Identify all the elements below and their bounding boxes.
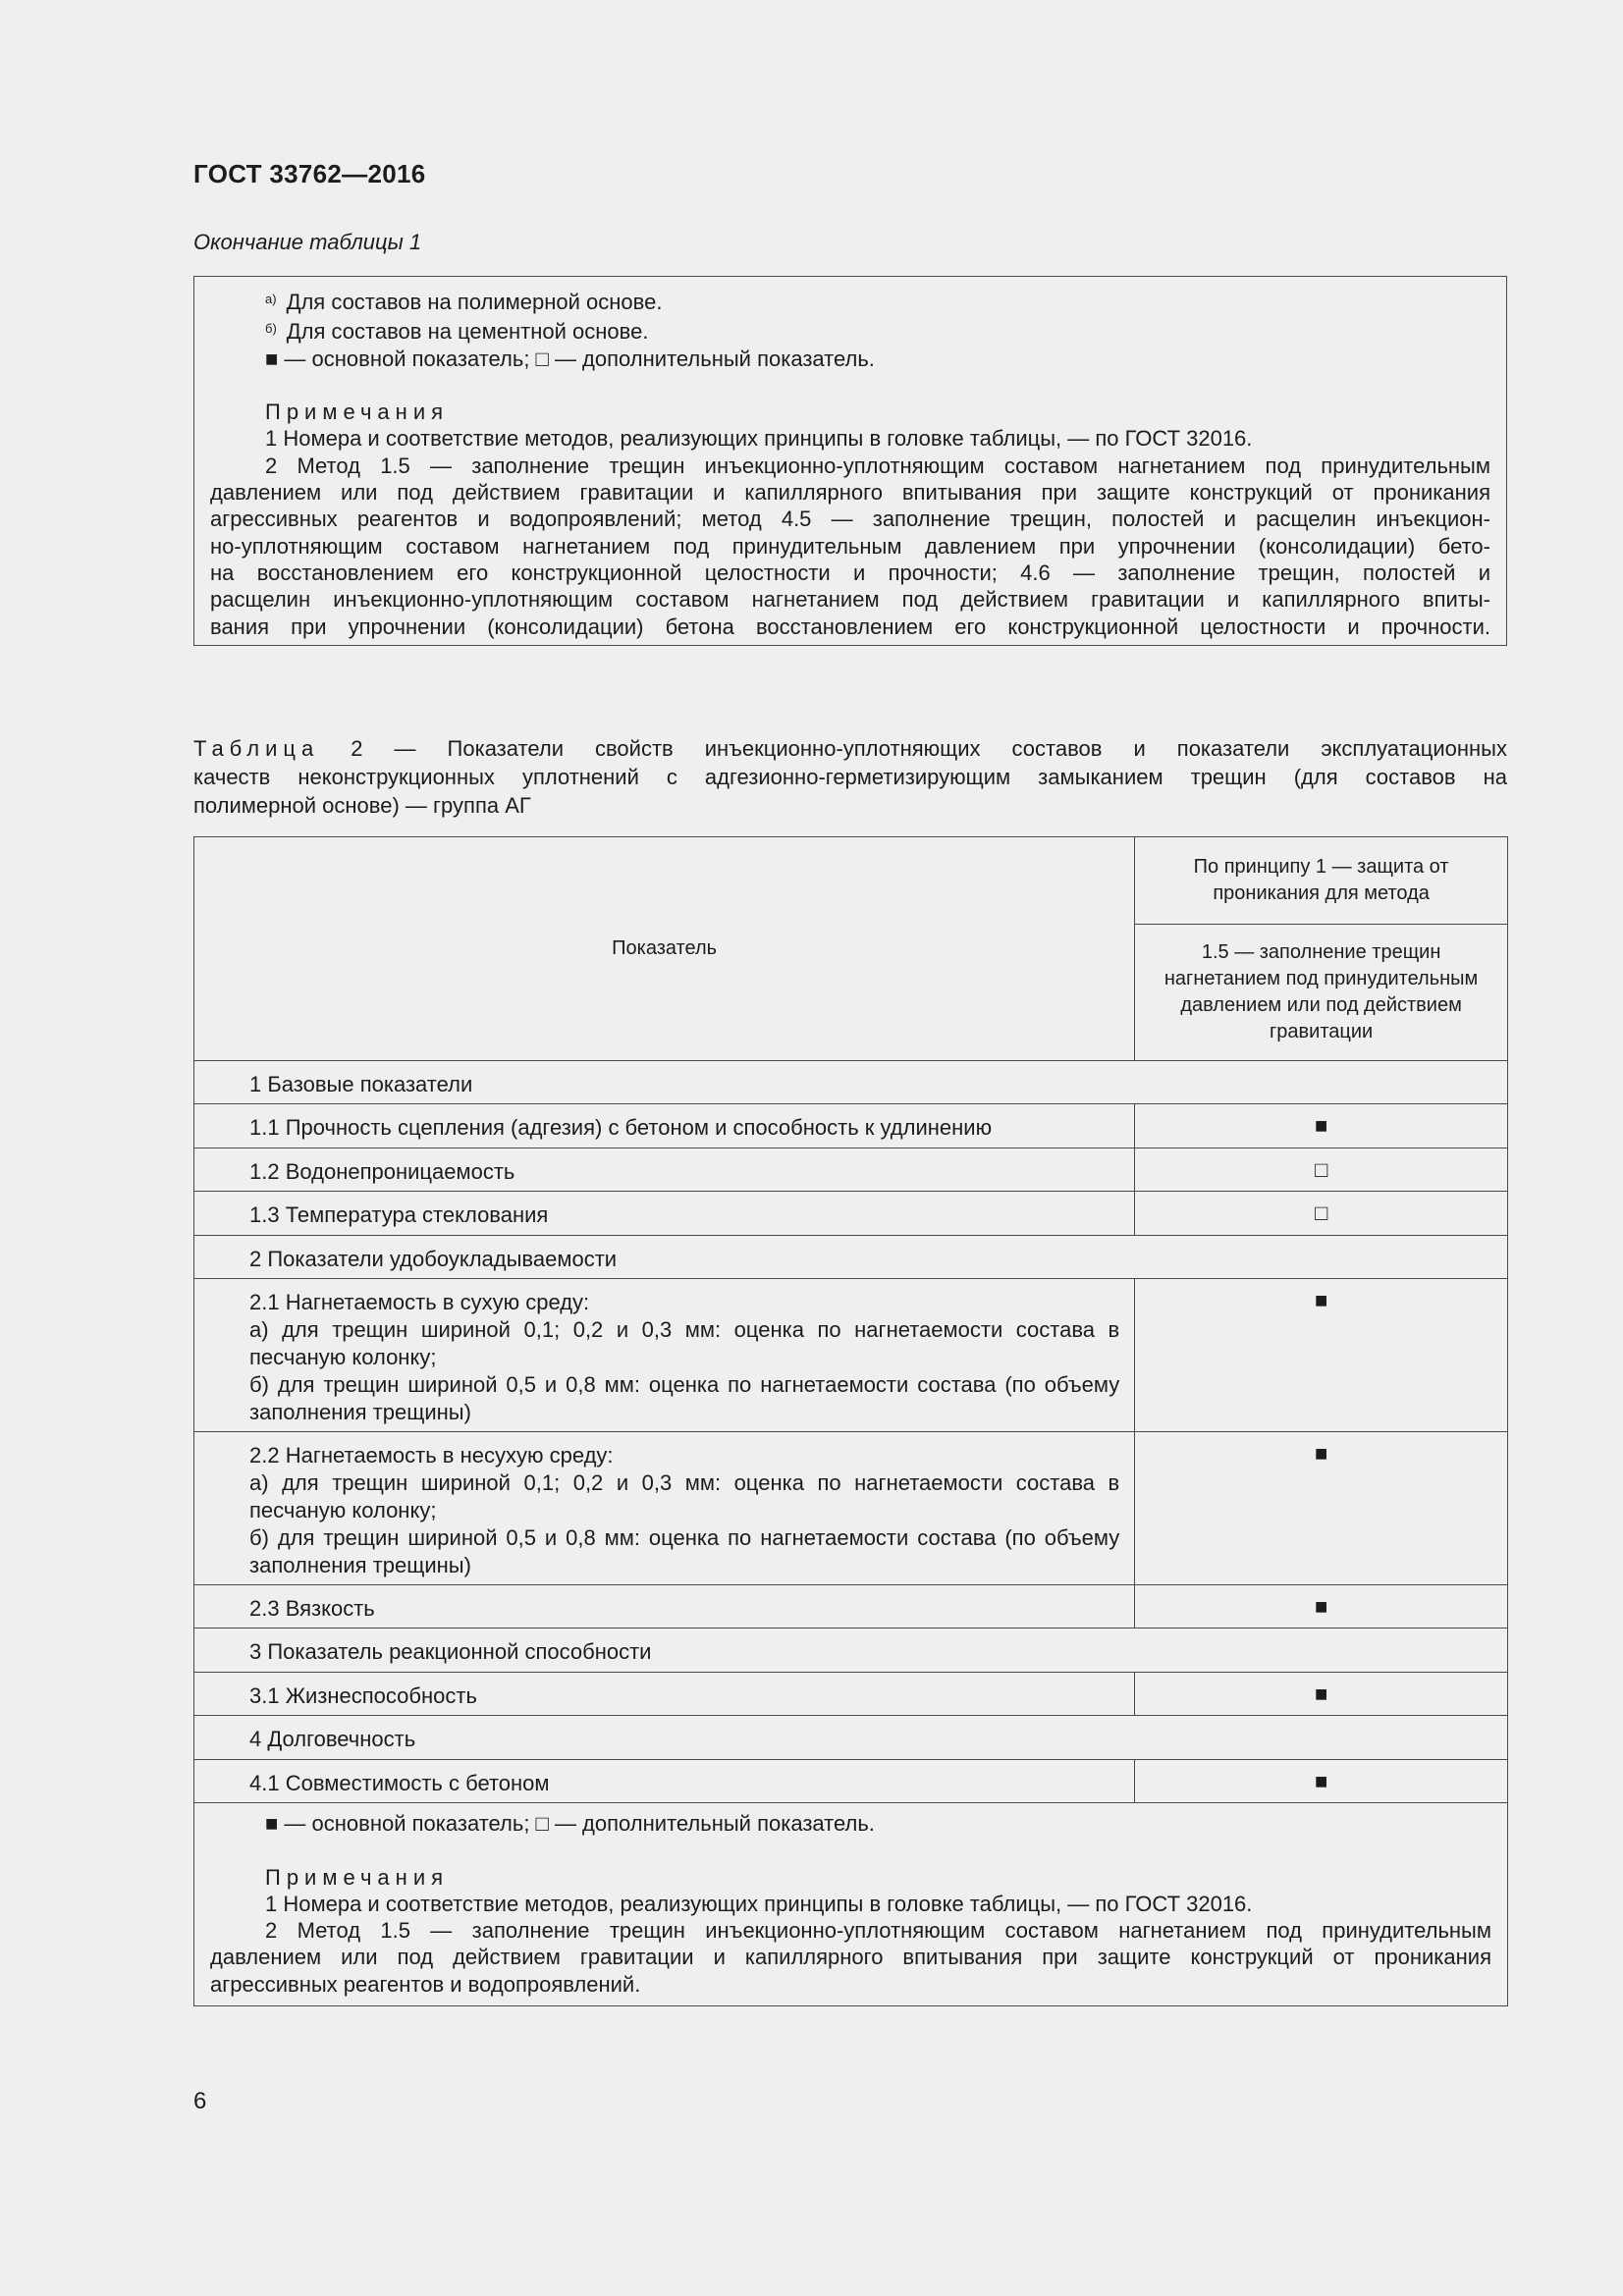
main-indicator-mark: ■	[1135, 1104, 1508, 1148]
note-2-line: 2 Метод 1.5 — заполнение трещин инъекционно-уплотняющим составом нагнетанием под принудительным	[265, 1918, 1491, 1944]
table-row	[194, 1236, 1508, 1279]
spacer	[210, 1837, 1491, 1863]
table-row	[194, 1716, 1508, 1760]
note-2-line: на восстановлением его конструкционной целостности и прочности; 4.6 — заполнение трещин, полостей и	[210, 560, 1490, 585]
row-item-b: б) для трещин шириной 0,5 и 0,8 мм: оценка по нагнетаемости состава (по объему заполнения трещины)	[249, 1525, 1120, 1577]
footnote-b	[210, 315, 1490, 345]
row-indicator: 1.1 Прочность сцепления (адгезия) с бетоном и способность к удлинению	[194, 1104, 1135, 1148]
footnote-a-mark: а)	[265, 292, 277, 306]
page-header: ГОСТ 33762—2016	[193, 159, 426, 188]
row-item-a: а) для трещин шириной 0,1; 0,2 и 0,3 мм: оценка по нагнетаемости состава в песчаную колонку;	[249, 1317, 1120, 1369]
legend: ■ — основной показатель; □ — дополнительный показатель.	[265, 346, 875, 371]
main-indicator-mark: ■	[1135, 1279, 1508, 1432]
row-indicator: 1.2 Водонепроницаемость	[194, 1148, 1135, 1192]
row-indicator: 1 Базовые показатели	[194, 1061, 1508, 1104]
table-row	[194, 1148, 1508, 1192]
row-title: 2.2 Нагнетаемость в несухую среду:	[249, 1443, 614, 1468]
table2-caption-line: качеств неконструкционных уплотнений с адгезионно-герметизирующим замыканием трещин (для составов на	[193, 765, 1507, 789]
table-header-row	[194, 837, 1508, 925]
note-2-line: вания при упрочнении (консолидации) бетона восстановлением его конструкционной целостности и прочности.	[210, 614, 1490, 639]
note-1: 1 Номера и соответствие методов, реализующих принципы в головке таблицы, — по ГОСТ 32016.	[265, 1891, 1253, 1916]
footnote-b-mark: б)	[265, 321, 277, 337]
note-2-line: агрессивных реагентов и водопроявлений; метод 4.5 — заполнение трещин, полостей и расщелин инъекцион-	[210, 507, 1490, 532]
table1-notes-box	[193, 276, 1507, 646]
row-indicator: 1.3 Температура стеклования	[194, 1192, 1135, 1236]
table1-continuation-caption: Окончание таблицы 1	[193, 230, 422, 254]
table-row	[194, 1629, 1508, 1673]
header-indicator: Показатель	[194, 837, 1135, 1061]
table2-caption	[193, 734, 1507, 820]
table-row	[194, 1279, 1508, 1432]
row-title: 2.1 Нагнетаемость в сухую среду:	[249, 1290, 590, 1314]
note-2-line: но-уплотняющим составом нагнетанием под принудительным давлением при упрочнении (консолидации) бето-	[210, 533, 1490, 559]
additional-indicator-mark: □	[1135, 1192, 1508, 1236]
table2-caption-text: 2 — Показатели свойств инъекционно-уплотняющих составов и показатели эксплуатационных	[351, 736, 1507, 761]
row-indicator	[194, 1279, 1135, 1432]
row-indicator: 4 Долговечность	[194, 1716, 1508, 1760]
table-row	[194, 1104, 1508, 1148]
table-row	[194, 1760, 1508, 1803]
note-2-line: агрессивных реагентов и водопроявлений.	[210, 1971, 641, 1997]
table-row	[194, 1192, 1508, 1236]
main-indicator-mark: ■	[1135, 1673, 1508, 1716]
page-number: 6	[193, 2088, 207, 2114]
legend: ■ — основной показатель; □ — дополнительный показатель.	[265, 1811, 875, 1836]
table-row	[194, 1432, 1508, 1585]
row-item-a: а) для трещин шириной 0,1; 0,2 и 0,3 мм: оценка по нагнетаемости состава в песчаную колонку;	[249, 1470, 1120, 1522]
row-indicator: 2 Показатели удобоукладываемости	[194, 1236, 1508, 1279]
note-2-line: 2 Метод 1.5 — заполнение трещин инъекционно-уплотняющим составом нагнетанием под принудительным	[265, 453, 1490, 478]
note-2-line: давлением или под действием гравитации и капиллярного впитывания при защите конструкций от проникания	[210, 480, 1490, 506]
table-footer-row	[194, 1803, 1508, 2006]
spacer	[210, 372, 1490, 399]
table2-caption-label: Таблица	[193, 736, 320, 761]
main-indicator-mark: ■	[1135, 1760, 1508, 1803]
note-2-line: давлением или под действием гравитации и капиллярного впитывания при защите конструкций от проникания	[210, 1945, 1491, 1970]
footnote-a	[210, 286, 1490, 315]
row-indicator: 3.1 Жизнеспособность	[194, 1673, 1135, 1716]
row-item-b: б) для трещин шириной 0,5 и 0,8 мм: оценка по нагнетаемости состава (по объему заполнения трещины)	[249, 1372, 1120, 1424]
additional-indicator-mark: □	[1135, 1148, 1508, 1192]
header-principle: По принципу 1 — защита от проникания для метода	[1135, 837, 1508, 925]
main-indicator-mark: ■	[1135, 1585, 1508, 1629]
table2-caption-line: полимерной основе) — группа АГ	[193, 793, 531, 818]
table-row	[194, 1585, 1508, 1629]
table2-caption-line	[193, 734, 1507, 763]
note-2-line: расщелин инъекционно-уплотняющим составом нагнетанием под действием гравитации и капиллярного впиты-	[210, 587, 1490, 613]
table-row	[194, 1061, 1508, 1104]
note-1: 1 Номера и соответствие методов, реализующих принципы в головке таблицы, — по ГОСТ 32016.	[265, 426, 1253, 452]
footnote-b-text: Для составов на цементной основе.	[286, 319, 649, 345]
main-indicator-mark: ■	[1135, 1432, 1508, 1585]
notes-title: Примечания	[265, 1864, 450, 1890]
row-indicator: 3 Показатель реакционной способности	[194, 1629, 1508, 1673]
table-row	[194, 1673, 1508, 1716]
header-method: 1.5 — заполнение трещин нагнетанием под принудительным давлением или под действием гравитации	[1135, 925, 1508, 1061]
row-indicator: 4.1 Совместимость с бетоном	[194, 1760, 1135, 1803]
footnote-a-text: Для составов на полимерной основе.	[286, 290, 663, 314]
row-indicator: 2.3 Вязкость	[194, 1585, 1135, 1629]
notes-title: Примечания	[265, 400, 450, 425]
row-indicator	[194, 1432, 1135, 1585]
table2	[193, 836, 1508, 2006]
table2-notes	[194, 1803, 1508, 2006]
